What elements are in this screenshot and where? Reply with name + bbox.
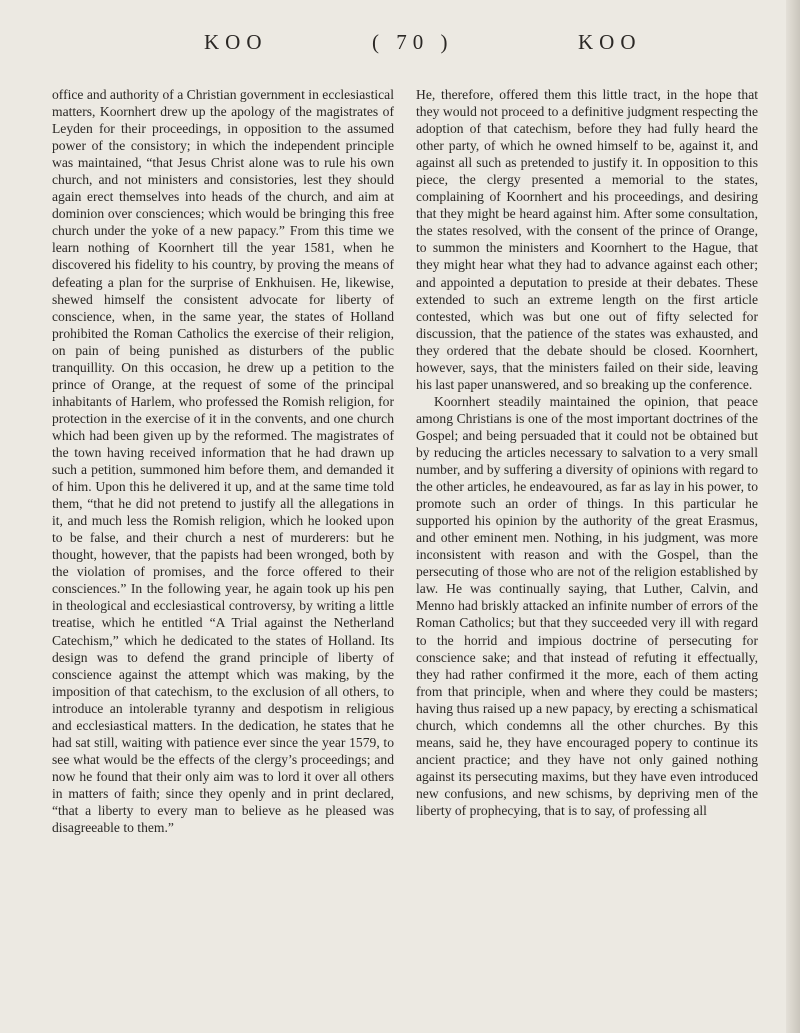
right-paragraph-2: Koornhert steadily maintained the opinion, that peace among Christians is one of the most important doctrines of the Gospel; and being persuaded that it could not be obtained but by reducing the articles necessary to salvation to a very small number, and by suffering a diversity of opinions with regard to the other articles, he endeavoured, as far as lay in his power, to promote such an order of things. In this particular he supported his opinion by the authority of the great Erasmus, and other eminent men. Nothing, in his judgment, was more inconsistent with reason and with the Gospel, than the persecuting of those who are not of the religion established by law. He was continually saying, that Luther, Calvin, and Menno had briskly attacked an infinite number of errors of the Roman Catholics; but that they succeeded very ill with regard to the horrid and impious doctrine of persecuting for conscience sake; and that instead of refuting it effectually, they had rather confirmed it the more, each of them acting from that principle, when and where they could be masters; having thus raised up a new papacy, by erecting a schismatical church, which condemns all the other churches. By this means, said he, they have encouraged popery to continue its ancient practice; and they have not only gained nothing against its persecuting maxims, but they have even introduced new confusions, and new schisms, by depriving men of the liberty of prophecying, that is to say, of professing all: [416, 393, 758, 818]
page-edge-shadow: [786, 0, 800, 1033]
text-columns: [52, 86, 758, 1016]
header-left-guideword: KOO: [204, 30, 268, 54]
right-paragraph-1: He, therefore, offered them this little tract, in the hope that they would not proceed to a definitive judgment respecting the adoption of that catechism, before they had fully heard the other party, of which he owned himself to be, against it, and against all such as pretended to justify it. In opposition to this piece, the clergy presented a memorial to the states, complaining of Koornhert and his proceedings, and desiring that they might be heard against him. After some consultation, the states resolved, with the consent of the prince of Orange, to summon the ministers and Koornhert to the Hague, that they might hear what they had to advance against each other; and appointed a deputation to preside at their debates. These extended to such an extreme length on the first article contested, which was but one out of fifty selected for discussion, that the patience of the states was exhausted, and they ordered that the debate should be closed. Koornhert, however, says, that the ministers failed on their side, leaving his last paper unanswered, and so breaking up the conference.: [416, 87, 758, 392]
right-column: [416, 86, 758, 819]
page-number: ( 70 ): [372, 30, 454, 54]
running-header: [60, 30, 740, 70]
left-column: [52, 86, 394, 836]
left-paragraph-1: office and authority of a Christian government in ecclesiastical matters, Koornhert drew up the apology of the magistrates of Leyden for their proceedings, in opposition to the assumed power of the consistory; in which the independent principle was maintained, “that Jesus Christ alone was to rule his own church, and not ministers and consistories, lest they should again erect themselves into heads of the church, and aim at dominion over consciences; which would be bringing this free church under the yoke of a new papacy.” From this time we learn nothing of Koornhert till the year 1581, when he discovered his fidelity to his country, by proving the means of defeating a plan for the surprise of Enkhuisen. He, likewise, shewed himself the consistent advocate for liberty of conscience, when, in the same year, the states of Holland prohibited the Roman Catholics the exercise of their religion, on pain of being punished as disturbers of the public tranquillity. On this occasion, he drew up a petition to the prince of Orange, at the request of some of the principal inhabitants of Harlem, who professed the Romish religion, for protection in the exercise of it in the convents, and one church which had been given up by the reformed. The magistrates of the town having received information that he had drawn up such a petition, summoned him before them, and demanded it of him. Upon this he delivered it up, and at the same time told them, “that he did not pretend to justify all the allegations in it, and much less the Romish religion, which he looked upon to be false, and their church a nest of murderers: but he thought, however, that the papists had been wronged, both by the violation of promises, and the force offered to their consciences.” In the following year, he again took up his pen in theological and ecclesiastical controversy, by writing a little treatise, which he entitled “A Trial against the Netherland Catechism,” which he dedicated to the states of Holland. Its design was to defend the grand principle of liberty of conscience against the attempt which was making, by the imposition of that catechism, to the exclusion of all others, to introduce an intolerable tyranny and despotism in religious and ecclesiastical matters. In the dedication, he states that he had sat still, waiting with patience ever since the year 1579, to see what would be the effects of the clergy’s proceedings; and now he found that their only aim was to lord it over all others in matters of faith; since they openly and in print declared, “that a liberty to every man to believe as he pleased was disagreeable to them.”: [52, 87, 394, 836]
header-right-guideword: KOO: [578, 30, 642, 54]
